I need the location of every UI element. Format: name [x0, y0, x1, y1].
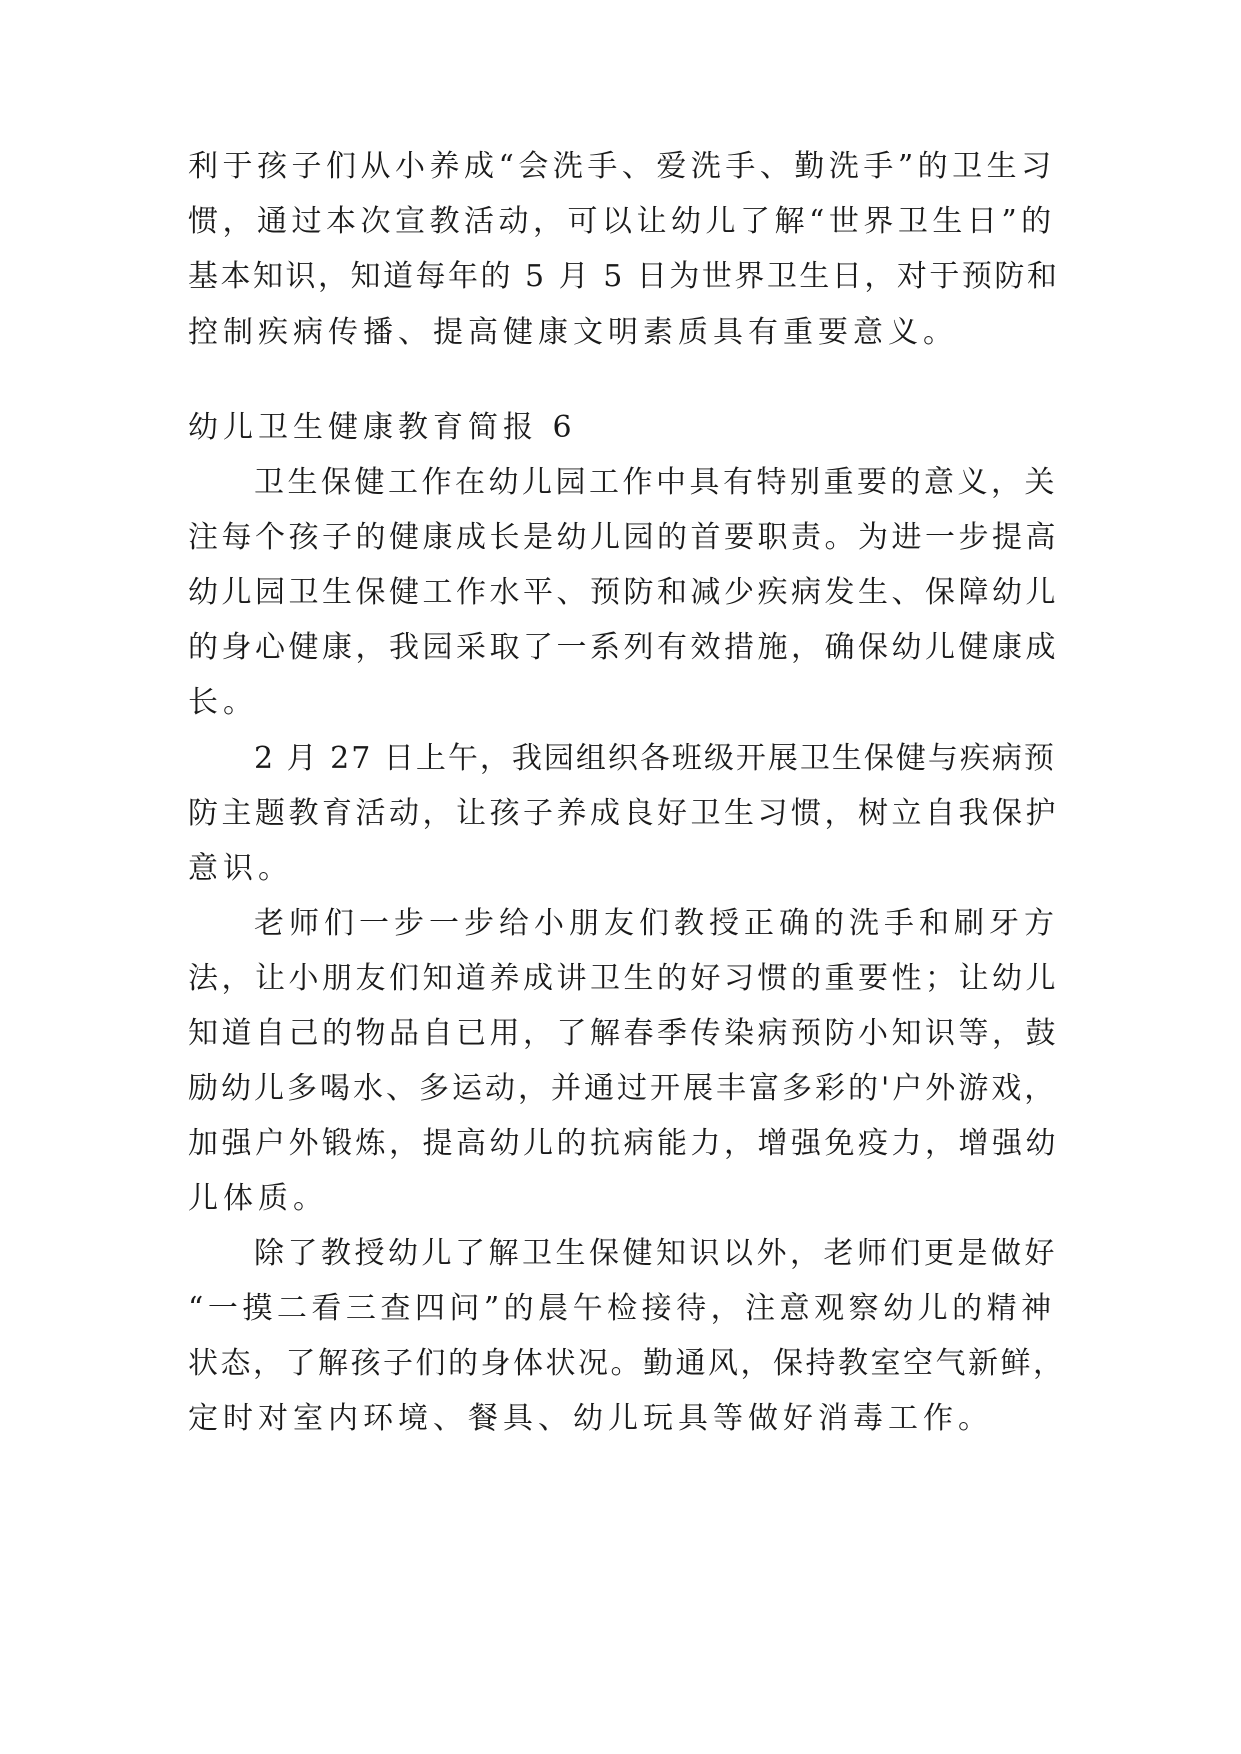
- paragraph-line: 状态，了解孩子们的身体状况。勤通风，保持教室空气新鲜，: [188, 1346, 1066, 1381]
- paragraph-line: 基本知识，知道每年的 5 月 5 日为世界卫生日，对于预防和: [188, 259, 1060, 294]
- paragraph-line: “一摸二看三查四问”的晨午检接待，注意观察幼儿的精神: [188, 1291, 1056, 1326]
- paragraph-line: 控制疾病传播、提高健康文明素质具有重要意义。: [188, 315, 958, 350]
- paragraph-line: 的身心健康，我园采取了一系列有效措施，确保幼儿健康成: [188, 630, 1059, 665]
- paragraph-line: 法，让小朋友们知道养成讲卫生的好习惯的重要性；让幼儿: [188, 961, 1059, 996]
- paragraph-line: 励幼儿多喝水、多运动，并通过开展丰富多彩的'户外游戏，: [188, 1071, 1058, 1106]
- paragraph-line: 除了教授幼儿了解卫生保健知识以外，老师们更是做好: [254, 1236, 1058, 1271]
- paragraph-line: 老师们一步一步给小朋友们教授正确的洗手和刷牙方: [254, 906, 1059, 941]
- paragraph-line: 儿体质。: [188, 1181, 328, 1216]
- paragraph-line: 加强户外锻炼，提高幼儿的抗病能力，增强免疫力，增强幼: [188, 1126, 1059, 1161]
- paragraph-line: 卫生保健工作在幼儿园工作中具有特别重要的意义，关: [254, 465, 1058, 500]
- section-heading: 幼儿卫生健康教育简报 6: [188, 410, 577, 445]
- paragraph-line: 利于孩子们从小养成“会洗手、爱洗手、勤洗手”的卫生习: [188, 149, 1056, 184]
- paragraph-line: 幼儿园卫生保健工作水平、预防和减少疾病发生、保障幼儿: [188, 575, 1059, 610]
- paragraph-line: 惯，通过本次宣教活动，可以让幼儿了解“世界卫生日”的: [188, 204, 1056, 239]
- paragraph-line: 知道自己的物品自已用，了解春季传染病预防小知识等，鼓: [188, 1016, 1059, 1051]
- paragraph-line: 意识。: [188, 851, 293, 886]
- paragraph-line: 2 月 27 日上午，我园组织各班级开展卫生保健与疾病预: [254, 741, 1056, 776]
- paragraph-line: 定时对室内环境、餐具、幼儿玩具等做好消毒工作。: [188, 1401, 993, 1436]
- paragraph-line: 长。: [188, 685, 258, 720]
- paragraph-line: 注每个孩子的健康成长是幼儿园的首要职责。为进一步提高: [188, 520, 1059, 555]
- paragraph-line: 防主题教育活动，让孩子养成良好卫生习惯，树立自我保护: [188, 796, 1059, 831]
